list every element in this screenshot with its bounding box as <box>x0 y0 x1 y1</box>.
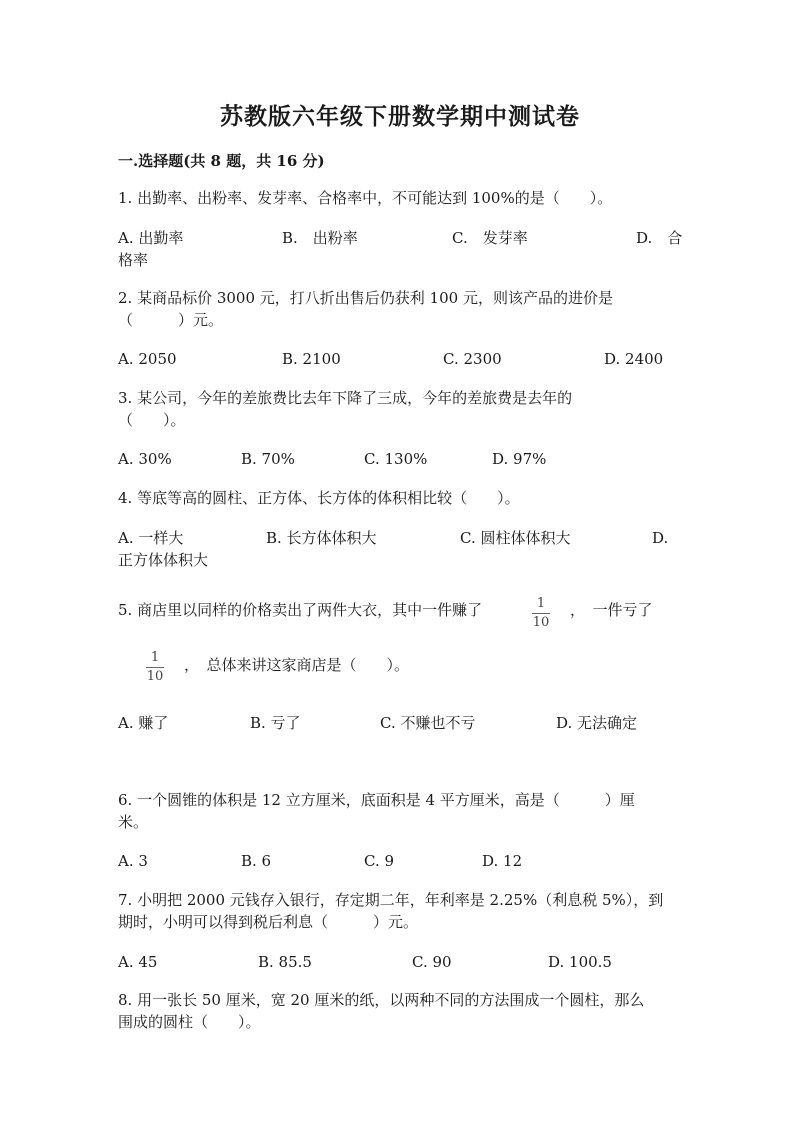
question-4-stem: 4. 等底等高的圆柱、正方体、长方体的体积相比较（ ）。 <box>118 489 520 507</box>
question-3-option-c: C. 130% <box>364 450 428 468</box>
question-1-option-b: B. 出粉率 <box>282 229 358 247</box>
question-6-stem-line1: 6. 一个圆锥的体积是 12 立方厘米，底面积是 4 平方厘米，高是（ ）厘 <box>118 791 635 809</box>
question-5-stem-line1-tail: ， 一件亏了 <box>570 601 653 619</box>
question-1-option-d-continued: 格率 <box>118 251 149 269</box>
question-6-option-a: A. 3 <box>118 852 148 870</box>
question-5-option-a: A. 赚了 <box>118 714 169 732</box>
question-4-option-d: D. <box>652 529 669 547</box>
fraction-bar <box>532 613 550 614</box>
question-7-option-c: C. 90 <box>412 953 452 971</box>
question-1-option-c: C. 发芽率 <box>452 229 528 247</box>
question-3-stem-line2: （ ）。 <box>118 411 186 429</box>
question-5-stem-line2: ， 总体来讲这家商店是（ ）。 <box>184 656 410 674</box>
question-5-fraction-2 <box>146 651 164 684</box>
question-5-fraction-1 <box>532 597 550 630</box>
question-2-stem-line2: （ ）元。 <box>118 311 224 329</box>
question-5-option-c: C. 不赚也不亏 <box>380 714 476 732</box>
question-4-option-b: B. 长方体体积大 <box>266 529 377 547</box>
question-3-stem-line1: 3. 某公司，今年的差旅费比去年下降了三成，今年的差旅费是去年的 <box>118 389 573 407</box>
question-4-option-d-continued: 正方体体积大 <box>118 551 209 569</box>
question-1-option-d: D. 合 <box>636 229 683 247</box>
question-6-stem-line2: 米。 <box>118 813 149 831</box>
fraction-numerator: 1 <box>150 650 160 665</box>
question-2-option-d: D. 2400 <box>604 350 664 368</box>
question-8-stem-line2: 围成的圆柱（ ）。 <box>118 1013 261 1031</box>
question-1-stem: 1. 出勤率、出粉率、发芽率、合格率中，不可能达到 100%的是（ ）。 <box>118 189 613 207</box>
question-2-option-c: C. 2300 <box>443 350 502 368</box>
fraction-denominator: 10 <box>146 669 164 684</box>
fraction-numerator: 1 <box>536 596 546 611</box>
question-1-option-a: A. 出勤率 <box>118 229 184 247</box>
question-7-option-d: D. 100.5 <box>548 953 612 971</box>
question-6-option-b: B. 6 <box>241 852 272 870</box>
question-5-option-b: B. 亏了 <box>250 714 301 732</box>
question-4-option-c: C. 圆柱体体积大 <box>460 529 571 547</box>
question-8-stem-line1: 8. 用一张长 50 厘米，宽 20 厘米的纸，以两种不同的方法围成一个圆柱，那么 <box>118 991 645 1009</box>
question-7-option-b: B. 85.5 <box>258 953 312 971</box>
question-6-option-c: C. 9 <box>364 852 395 870</box>
question-2-stem-line1: 2. 某商品标价 3000 元，打八折出售后仍获利 100 元，则该产品的进价是 <box>118 289 613 307</box>
question-6-option-d: D. 12 <box>482 852 523 870</box>
question-5-option-d: D. 无法确定 <box>556 714 638 732</box>
question-2-option-a: A. 2050 <box>118 350 177 368</box>
question-4-option-a: A. 一样大 <box>118 529 184 547</box>
question-3-option-a: A. 30% <box>118 450 172 468</box>
question-7-option-a: A. 45 <box>118 953 158 971</box>
fraction-denominator: 10 <box>532 615 550 630</box>
question-2-option-b: B. 2100 <box>282 350 341 368</box>
question-7-stem-line2: 期时，小明可以得到税后利息（ ）元。 <box>118 913 419 931</box>
question-5-stem-line1: 5. 商店里以同样的价格卖出了两件大衣，其中一件赚了 <box>118 601 483 619</box>
question-3-option-b: B. 70% <box>241 450 295 468</box>
page-title: 苏教版六年级下册数学期中测试卷 <box>220 103 580 130</box>
question-3-option-d: D. 97% <box>492 450 547 468</box>
question-7-stem-line1: 7. 小明把 2000 元钱存入银行，存定期二年，年利率是 2.25%（利息税 5%），到 <box>118 891 664 909</box>
section-heading: 一.选择题(共 8 题，共 16 分) <box>118 152 325 170</box>
fraction-bar <box>146 667 164 668</box>
